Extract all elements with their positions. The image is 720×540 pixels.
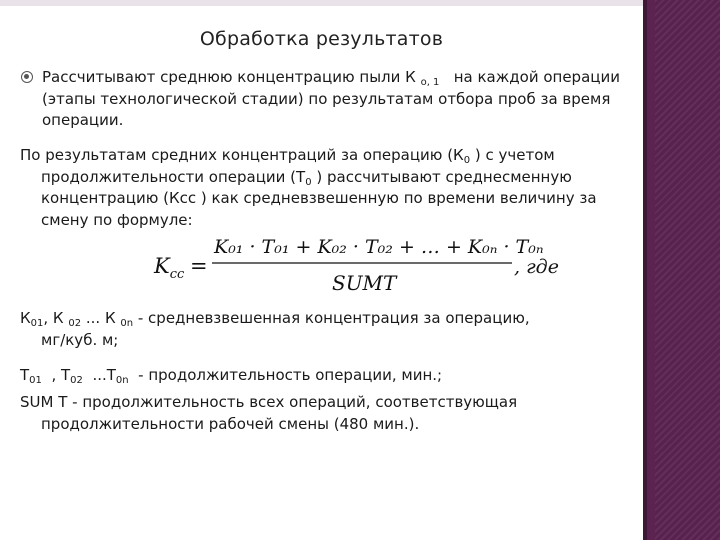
formula-lhs: $K_{cc}$ xyxy=(154,254,185,282)
bullet-line-3: операции. xyxy=(42,111,124,129)
formula-tail: , где xyxy=(514,256,559,278)
right-decorative-band xyxy=(643,0,720,540)
para-line-4: смену по формуле: xyxy=(41,210,193,229)
definition-sumt xyxy=(20,392,638,435)
definition-t xyxy=(20,365,638,387)
bullet-line-1: Рассчитывают среднюю концентрацию пыли К $_{о, 1}$ на каждой операции xyxy=(42,68,620,88)
formula-numerator: K₀₁ · T₀₁ + K₀₂ · T₀₂ + … + K₀ₙ · T₀ₙ xyxy=(214,236,544,258)
def-k-line-2: мг/куб. м; xyxy=(41,330,119,349)
slide-title: Обработка результатов xyxy=(199,28,444,50)
formula-equals: = xyxy=(190,254,208,278)
formula-intro-paragraph xyxy=(20,145,638,231)
weighted-average-formula xyxy=(150,228,570,298)
def-t-line-1: $Т_{01}$ , $Т_{02}$ $...Т_{0n}$ - продолжительность операции, мин.; xyxy=(20,366,443,386)
bullet-line-2: (этапы технологической стадии) по результатам отбора проб за время xyxy=(42,89,611,108)
top-accent-band xyxy=(0,0,643,6)
para-line-1: По результатам средних концентраций за операцию ($К_0$ ) с учетом xyxy=(20,146,555,166)
def-sumt-line-2: продолжительности рабочей смены (480 мин.). xyxy=(41,414,420,433)
para-line-2: продолжительности операции ($Т_0$ ) рассчитывают среднесменную xyxy=(41,167,572,188)
formula-denominator: SUMT xyxy=(332,271,397,295)
bullet-paragraph xyxy=(21,67,651,132)
definition-k xyxy=(20,308,638,351)
para-line-3: концентрацию (Ксс ) как средневзвешенную по времени величину за xyxy=(41,189,597,207)
def-sumt-line-1: SUM T - продолжительность всех операций, соответствующая xyxy=(20,393,518,411)
def-k-line-1: $К_{01}$, К $_{02}$ ... К $_{0n}$ - средневзвешенная концентрация за операцию, xyxy=(20,309,530,329)
